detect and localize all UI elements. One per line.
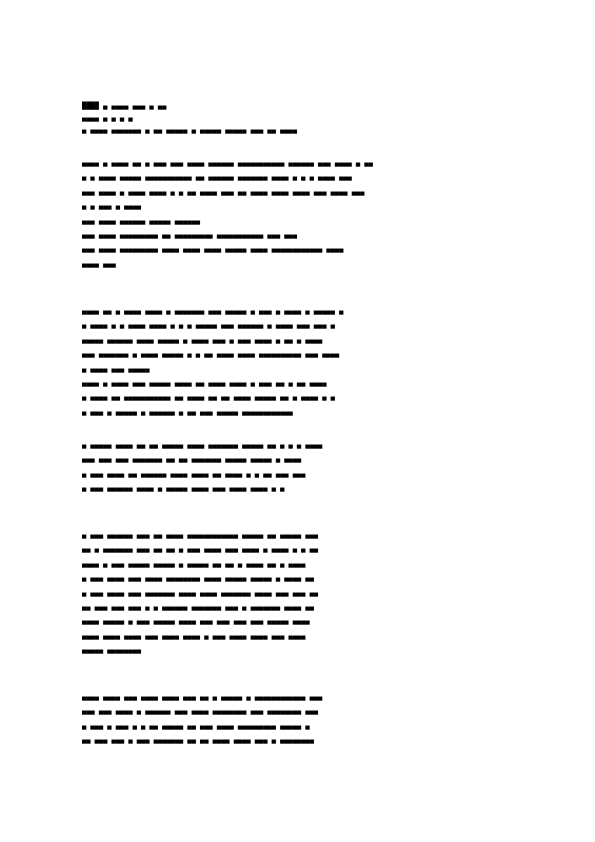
- paragraph-line: ▄ ▄▄▄▄ ▄▄▄ ▄▄▄▄▄: [82, 364, 150, 373]
- paragraph-line: ▄▄ ▄▄▄ ▄▄▄ ▄▄▄ ▄ ▄ ▄▄▄▄▄▄ ▄▄▄▄▄▄▄ ▄▄▄ ▄ ▄▄▄▄▄▄▄ ▄▄▄▄ ▄▄: [82, 603, 314, 612]
- paragraph-line: ▄▄▄ ▄▄▄ ▄▄▄ ▄▄▄▄▄▄▄ ▄▄ ▄▄ ▄▄▄▄▄▄▄ ▄▄▄▄▄ ▄▄▄▄▄ ▄ ▄▄▄▄: [82, 455, 302, 464]
- paragraph-3: [82, 438, 514, 496]
- paragraph-line: ▄ ▄▄▄▄▄ ▄▄▄▄ ▄▄ ▄▄ ▄▄▄▄▄ ▄▄▄▄ ▄▄▄▄▄▄▄ ▄▄▄▄▄ ▄▄ ▄ ▄ ▄ ▄▄▄▄: [82, 441, 323, 449]
- paragraph-line: ▄ ▄▄▄ ▄▄▄▄ ▄▄▄ ▄▄▄▄ ▄▄▄▄▄▄▄▄ ▄▄▄▄ ▄▄▄▄▄ ▄▄▄▄▄ ▄ ▄▄▄▄ ▄▄: [82, 574, 314, 583]
- paragraph-line: ▄▄▄▄ ▄ ▄▄▄ ▄▄▄▄▄ ▄▄▄▄▄ ▄ ▄▄▄▄▄ ▄▄ ▄▄ ▄ ▄▄▄▄ ▄▄ ▄ ▄▄▄▄: [82, 559, 306, 568]
- paragraph-line: ▄ ▄▄▄ ▄▄▄▄▄▄ ▄▄▄▄ ▄ ▄▄▄▄▄ ▄▄▄▄ ▄▄▄ ▄▄▄▄ ▄▄▄▄ ▄ ▄: [82, 484, 285, 493]
- paragraph-line: ▄▄▄▄ ▄▄▄: [82, 259, 116, 268]
- paragraph-2: [82, 304, 514, 419]
- paragraph-5: [82, 690, 514, 748]
- paragraph-line: ▄▄ ▄▄▄ ▄▄▄ ▄ ▄▄▄ ▄▄▄▄▄▄▄ ▄▄ ▄▄ ▄▄▄▄ ▄▄▄▄ ▄▄▄ ▄ ▄▄▄▄▄▄▄▄: [82, 736, 314, 745]
- paragraph-4: [82, 528, 514, 658]
- paragraph-line: ▄▄▄ ▄▄▄▄▄▄▄ ▄ ▄▄▄▄ ▄▄▄▄▄ ▄ ▄ ▄▄ ▄▄▄▄ ▄▄▄▄ ▄▄▄▄▄▄▄▄▄▄ ▄▄▄ ▄▄▄▄: [82, 350, 340, 359]
- paragraph-line: ▄ ▄▄▄▄ ▄ ▄ ▄▄▄▄ ▄▄▄▄ ▄ ▄ ▄ ▄▄▄▄▄ ▄▄▄ ▄▄▄▄▄▄ ▄ ▄▄▄▄ ▄▄▄ ▄▄▄ ▄: [82, 321, 335, 330]
- paragraph-line: ▄ ▄▄▄ ▄ ▄▄▄▄▄ ▄ ▄▄▄▄▄▄ ▄ ▄▄ ▄▄▄ ▄▄▄▄▄ ▄▄▄▄▄▄▄▄▄▄▄▄: [82, 407, 293, 416]
- document-header: [82, 100, 522, 136]
- paragraph-line: ▄▄▄ ▄▄▄ ▄▄▄▄ ▄ ▄▄▄▄▄▄ ▄▄▄ ▄▄▄▄ ▄▄▄▄▄▄▄▄ ▄▄▄ ▄▄▄▄▄▄▄▄ ▄▄▄: [82, 707, 319, 716]
- paragraph-line: ▄ ▄▄▄ ▄▄▄▄ ▄▄ ▄▄▄▄▄▄ ▄▄▄▄ ▄▄▄▄ ▄▄ ▄▄▄▄ ▄ ▄ ▄▄ ▄▄▄ ▄▄▄: [82, 469, 306, 478]
- paragraph-line: ▄▄▄▄▄ ▄▄▄▄▄▄ ▄▄▄▄ ▄▄▄▄▄ ▄ ▄▄▄▄ ▄▄▄ ▄ ▄▄▄ ▄▄▄▄ ▄ ▄▄ ▄ ▄▄▄▄: [82, 335, 323, 344]
- paragraph-line: ▄ ▄ ▄▄▄▄ ▄▄▄▄▄ ▄▄▄▄▄▄▄▄▄▄▄ ▄▄ ▄▄▄▄▄▄ ▄▄▄▄▄▄▄ ▄▄▄▄ ▄ ▄ ▄ ▄▄▄▄ ▄▄▄: [82, 173, 352, 182]
- paragraph-line: ▄▄▄▄▄ ▄▄▄▄▄▄▄▄: [82, 646, 142, 655]
- header-subtitle-line: ▄▄▄▄ ▄ ▄ ▄ ▄: [82, 114, 133, 122]
- paragraph-line: ▄ ▄▄▄ ▄▄▄▄ ▄▄▄ ▄▄▄▄▄▄▄ ▄▄▄▄ ▄▄▄▄ ▄▄▄▄▄▄▄ ▄▄▄▄ ▄▄▄ ▄▄▄ ▄▄: [82, 588, 319, 597]
- paragraph-line: ▄▄▄ ▄▄▄▄ ▄ ▄▄▄▄ ▄▄▄▄ ▄ ▄ ▄▄ ▄▄▄▄ ▄▄▄ ▄▄ ▄▄▄▄ ▄▄▄▄ ▄▄▄▄ ▄▄▄ ▄▄▄▄ ▄▄▄: [82, 187, 365, 196]
- paragraph-line: ▄▄▄▄ ▄ ▄▄▄▄ ▄▄▄ ▄▄▄▄▄ ▄▄▄▄ ▄▄ ▄▄▄▄ ▄▄▄▄ ▄ ▄▄▄ ▄▄ ▄ ▄▄ ▄▄▄▄: [82, 379, 327, 388]
- paragraph-line: ▄ ▄▄▄ ▄ ▄▄▄ ▄ ▄ ▄▄ ▄▄▄▄▄ ▄▄ ▄▄▄ ▄▄▄▄ ▄▄▄▄▄▄▄▄▄ ▄▄▄▄▄ ▄: [82, 721, 310, 730]
- paragraph-line: ▄▄▄ ▄▄▄▄ ▄▄▄▄▄▄ ▄▄▄▄▄ ▄▄▄▄▄▄: [82, 216, 201, 225]
- paragraph-line: ▄▄▄ ▄▄▄▄ ▄▄▄▄▄▄▄▄▄ ▄▄ ▄▄▄▄▄▄▄▄▄ ▄▄▄▄▄▄▄▄▄▄▄ ▄▄▄ ▄▄▄: [82, 231, 297, 240]
- paragraph-line: ▄▄▄ ▄▄▄▄ ▄▄▄▄▄▄▄▄▄ ▄▄▄▄ ▄▄▄▄ ▄▄▄▄ ▄▄▄▄▄ ▄▄▄▄ ▄▄▄▄▄▄▄▄▄▄▄▄ ▄▄▄▄: [82, 245, 344, 254]
- header-meta-line: ▄ ▄▄▄▄ ▄▄▄▄▄▄▄ ▄ ▄▄ ▄▄▄▄▄ ▄ ▄▄▄▄▄ ▄▄▄▄▄ ▄▄▄ ▄▄ ▄▄▄▄: [82, 126, 297, 134]
- paragraph-line: ▄▄▄▄ ▄▄▄▄ ▄▄▄▄ ▄▄▄ ▄▄▄▄ ▄▄▄▄ ▄ ▄▄▄ ▄▄▄▄ ▄▄▄▄ ▄▄▄ ▄▄▄▄: [82, 631, 306, 640]
- paragraph-line: ▄▄▄▄ ▄▄ ▄ ▄▄▄▄ ▄▄▄▄ ▄ ▄▄▄▄▄▄▄ ▄▄▄ ▄▄▄▄▄ ▄ ▄▄▄ ▄ ▄▄▄▄ ▄ ▄▄▄▄▄ ▄: [82, 307, 344, 315]
- paragraph-line: ▄▄▄▄ ▄▄▄▄▄ ▄ ▄▄▄ ▄▄▄▄▄ ▄▄▄▄ ▄▄▄ ▄▄▄ ▄▄▄ ▄▄▄ ▄▄▄▄▄ ▄▄▄▄: [82, 617, 310, 626]
- header-title-line: ████ ▄ ▄▄▄▄ ▄▄▄ ▄ ▄▄: [82, 102, 167, 110]
- paragraph-line: ▄ ▄ ▄▄▄ ▄ ▄▄▄▄: [82, 202, 142, 211]
- paragraph-line: ▄ ▄▄▄▄ ▄▄ ▄▄▄▄▄▄▄▄▄▄▄ ▄▄ ▄▄▄▄ ▄▄ ▄▄ ▄▄▄▄ ▄▄▄▄▄ ▄▄ ▄ ▄▄▄▄ ▄ ▄: [82, 393, 335, 402]
- paragraph-line: ▄▄▄▄ ▄ ▄▄▄▄ ▄▄ ▄ ▄▄▄ ▄▄▄ ▄▄▄▄ ▄▄▄▄▄▄ ▄▄▄▄▄▄▄▄▄▄▄ ▄▄▄▄▄▄ ▄▄▄ ▄▄▄▄ ▄ ▄▄: [82, 159, 373, 167]
- paragraph-line: ▄▄ ▄ ▄▄▄▄▄▄▄ ▄▄▄ ▄▄ ▄▄ ▄ ▄▄▄ ▄▄▄▄ ▄▄▄ ▄▄▄▄ ▄ ▄▄▄▄ ▄ ▄ ▄▄: [82, 545, 319, 554]
- paragraph-line: ▄▄▄▄ ▄▄▄▄ ▄▄▄ ▄▄▄▄ ▄▄▄▄ ▄▄▄ ▄▄ ▄ ▄▄▄▄▄ ▄ ▄▄▄▄▄▄▄▄▄▄▄▄ ▄▄▄: [82, 693, 323, 701]
- paragraph-1: [82, 156, 514, 271]
- paragraph-line: ▄ ▄▄▄ ▄▄▄▄▄▄ ▄▄▄ ▄▄ ▄▄▄▄ ▄▄▄▄▄▄▄▄▄▄▄▄ ▄▄▄▄▄ ▄▄ ▄▄▄▄▄ ▄▄▄: [82, 531, 319, 539]
